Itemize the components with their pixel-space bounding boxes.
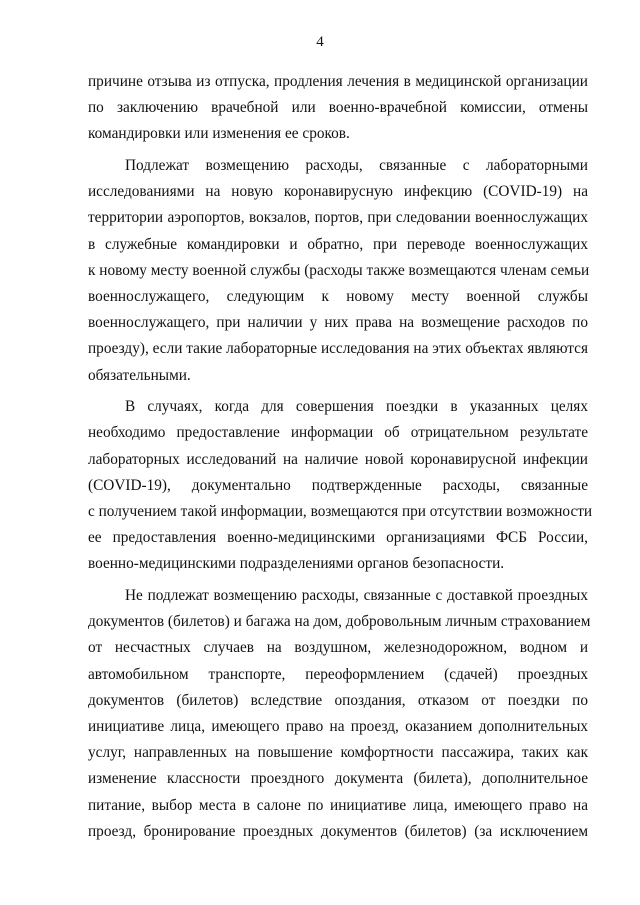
text-line: ее предоставления военно-медицинскими организациями ФСБ России, <box>88 529 588 547</box>
text-line: к новому месту военной службы (расходы также возмещаются членам семьи <box>88 261 590 279</box>
text-line: услуг, направленных на повышение комфортности пассажира, таких как <box>88 744 588 762</box>
text-line: Не подлежат возмещению расходы, связанные с доставкой проездных <box>125 587 588 605</box>
paragraph-1 <box>88 69 588 148</box>
text-line: питание, выбор места в салоне по инициативе лица, имеющего право на <box>88 796 588 814</box>
text-line: по заключению врачебной или военно-врачебной комиссии, отмены <box>88 99 588 117</box>
paragraph-4 <box>88 583 591 845</box>
text-line: проезду), если такие лабораторные исследования на этих объектах являются <box>88 340 588 358</box>
text-line: территории аэропортов, вокзалов, портов, при следовании военнослужащих <box>88 209 588 227</box>
text-line: документов (билетов) вследствие опоздания, отказом от поездки по <box>88 691 588 709</box>
text-line: от несчастных случаев на воздушном, железнодорожном, водном и <box>88 639 588 657</box>
text-line: военнослужащего, при наличии у них права на возмещение расходов по <box>88 314 588 332</box>
page-number: 4 <box>316 34 324 50</box>
text-line: необходимо предоставление информации об отрицательном результате <box>88 424 588 442</box>
paragraph-2 <box>88 153 588 389</box>
text-line: причине отзыва из отпуска, продления лечения в медицинской организации <box>88 73 588 90</box>
text-line: военно-медицинскими подразделениями органов безопасности. <box>88 555 505 573</box>
text-line: документов (билетов) и багажа на дом, добровольным личным страхованием <box>88 613 591 631</box>
text-line: в служебные командировки и обратно, при переводе военнослужащих <box>88 235 588 253</box>
text-line: Подлежат возмещению расходы, связанные с лабораторными <box>125 157 588 175</box>
text-line: автомобильном транспорте, переоформлением (сдачей) проездных <box>88 665 588 683</box>
text-line: проезд, бронирование проездных документов (билетов) (за исключением <box>88 822 588 840</box>
text-line: инициативе лица, имеющего право на проезд, оказанием дополнительных <box>88 718 588 735</box>
text-line: военнослужащего, следующим к новому месту военной службы <box>88 288 588 305</box>
text-line: с получением такой информации, возмещаются при отсутствии возможности <box>88 503 593 520</box>
text-line: командировки или изменения ее сроков. <box>88 125 350 143</box>
text-line: исследованиями на новую коронавирусную инфекцию (COVID-19) на <box>88 183 588 201</box>
text-line: В случаях, когда для совершения поездки в указанных целях <box>125 398 588 416</box>
text-line: изменение классности проездного документа (билета), дополнительное <box>88 770 588 788</box>
paragraph-3 <box>88 394 593 577</box>
document-body <box>88 69 593 845</box>
text-line: (COVID-19), документально подтвержденные расходы, связанные <box>88 476 588 494</box>
text-line: обязательными. <box>88 366 191 384</box>
text-line: лабораторных исследований на наличие новой коронавирусной инфекции <box>88 450 588 468</box>
